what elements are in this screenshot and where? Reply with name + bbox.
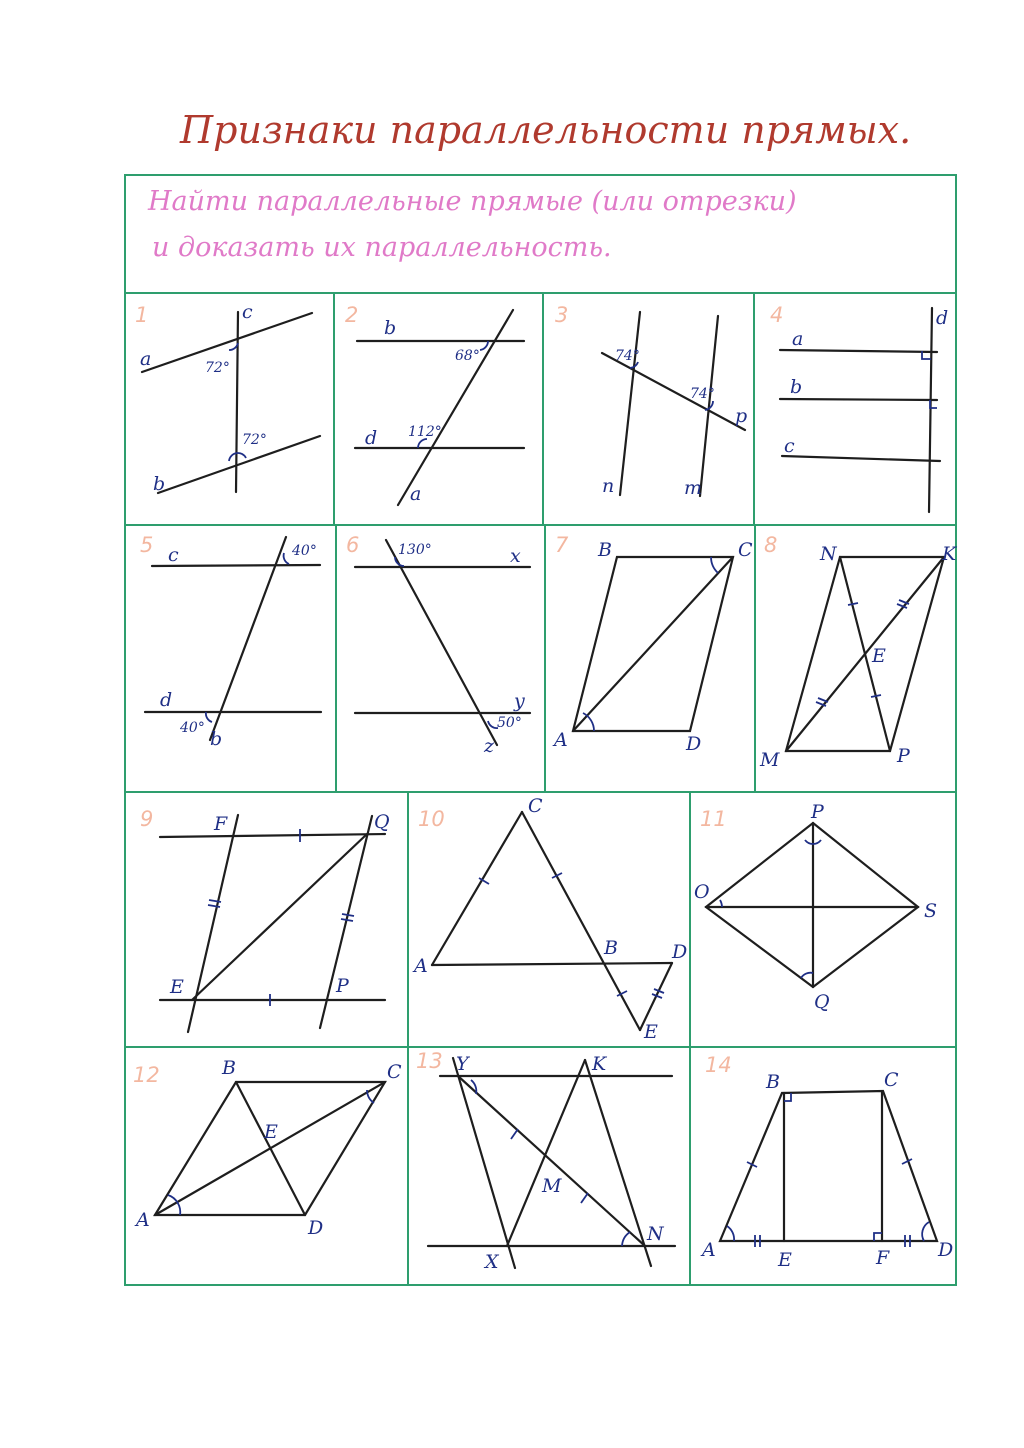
label-D: D xyxy=(686,733,702,755)
figure-5 xyxy=(140,533,321,750)
label-c: c xyxy=(242,301,253,323)
transversal xyxy=(386,540,497,745)
label-D: D xyxy=(308,1217,324,1239)
label-B: B xyxy=(598,539,612,561)
label-P: P xyxy=(336,975,349,997)
label-P: P xyxy=(811,801,824,823)
figure-number: 9 xyxy=(140,807,154,831)
label-b: b xyxy=(790,376,803,398)
label-m: m xyxy=(684,477,703,499)
label-d: d xyxy=(936,307,949,329)
trapezoid-ABCD xyxy=(720,1091,937,1241)
angle-arc xyxy=(284,553,289,564)
label-n: n xyxy=(602,475,615,497)
angle-value: 74° xyxy=(690,386,715,402)
label-M: M xyxy=(760,749,780,771)
segment-YX xyxy=(453,1058,515,1268)
angle-value: 72° xyxy=(205,360,230,376)
figure-13 xyxy=(416,1049,675,1273)
angle-arc xyxy=(622,1232,630,1246)
instruction xyxy=(147,186,797,263)
figure-number: 2 xyxy=(345,303,359,327)
angle-value: 50° xyxy=(497,715,522,731)
diagonal-AC xyxy=(573,557,733,731)
label-a: a xyxy=(140,348,152,370)
label-B: B xyxy=(222,1057,236,1079)
figure-4 xyxy=(770,303,948,512)
label-E: E xyxy=(264,1121,278,1143)
label-A: A xyxy=(136,1209,150,1231)
angle-value: 40° xyxy=(180,720,205,736)
figure-6 xyxy=(346,533,530,757)
segment-XK xyxy=(507,1060,585,1246)
label-E: E xyxy=(170,976,184,998)
label-a: a xyxy=(410,483,422,505)
angle-arc xyxy=(801,973,813,978)
line-FQ xyxy=(160,834,385,837)
figure-number: 11 xyxy=(700,807,727,831)
segment-AD xyxy=(432,963,672,965)
transversal xyxy=(210,537,286,740)
label-A: A xyxy=(414,955,428,977)
figure-number: 1 xyxy=(135,303,149,327)
grid-lines xyxy=(125,175,956,1285)
line-p xyxy=(602,353,748,430)
angle-arc xyxy=(480,341,488,350)
line-b xyxy=(780,399,937,400)
figure-number: 4 xyxy=(770,303,784,327)
page-title: Признаки параллельности прямых. xyxy=(180,108,912,152)
figure-8 xyxy=(759,533,958,771)
label-p: p xyxy=(735,405,748,427)
line-b xyxy=(158,436,320,493)
diagonal-BD xyxy=(236,1082,305,1215)
label-C: C xyxy=(528,795,543,817)
label-b: b xyxy=(153,473,166,495)
figure-number: 10 xyxy=(418,807,445,831)
angle-value: 130° xyxy=(398,542,432,558)
tick-mark xyxy=(871,695,881,697)
angle-arc xyxy=(922,1222,929,1241)
label-b: b xyxy=(384,317,397,339)
figure-10 xyxy=(412,795,687,1043)
label-c: c xyxy=(784,435,795,457)
label-c: c xyxy=(168,544,179,566)
label-x: x xyxy=(510,545,521,567)
label-M: M xyxy=(542,1175,562,1197)
diagonal-MK xyxy=(786,557,944,751)
segment-AC xyxy=(432,812,522,965)
label-Q: Q xyxy=(374,811,390,833)
angle-arc xyxy=(471,1080,476,1094)
figure-number: 13 xyxy=(416,1049,443,1073)
label-A: A xyxy=(702,1239,716,1261)
figure-7 xyxy=(552,533,753,755)
tick-mark xyxy=(581,1193,588,1203)
tick-mark xyxy=(342,914,354,916)
tick-mark xyxy=(341,919,353,921)
label-K: K xyxy=(942,543,957,565)
label-F: F xyxy=(214,813,228,835)
figure-number: 12 xyxy=(133,1063,160,1087)
label-N: N xyxy=(820,543,837,565)
line-n xyxy=(620,312,640,495)
label-E: E xyxy=(872,645,886,667)
right-angle-mark xyxy=(874,1233,882,1241)
line-a xyxy=(398,310,513,505)
segment-CE xyxy=(522,812,640,1030)
figure-number: 8 xyxy=(764,533,778,557)
figure-1 xyxy=(135,301,320,495)
label-E: E xyxy=(778,1249,792,1271)
angle-value: 68° xyxy=(455,348,480,364)
figure-number: 6 xyxy=(346,533,360,557)
instruction-line-2: и доказать их параллельность. xyxy=(152,232,612,263)
label-C: C xyxy=(738,539,753,561)
angle-value: 112° xyxy=(408,424,442,440)
figure-number: 7 xyxy=(555,533,569,557)
label-C: C xyxy=(884,1069,899,1091)
angle-value: 72° xyxy=(242,432,267,448)
angle-value: 74° xyxy=(615,348,640,364)
label-Y: Y xyxy=(456,1053,469,1075)
line-a xyxy=(780,350,937,352)
label-z: z xyxy=(484,735,495,757)
label-S: S xyxy=(924,900,938,922)
label-D: D xyxy=(938,1239,954,1261)
figure-number: 14 xyxy=(705,1053,732,1077)
label-N: N xyxy=(647,1223,664,1245)
label-B: B xyxy=(766,1071,780,1093)
figure-3 xyxy=(555,303,747,499)
figure-number: 5 xyxy=(140,533,154,557)
label-a: a xyxy=(792,328,804,350)
label-B: B xyxy=(604,937,618,959)
label-b: b xyxy=(210,728,223,750)
label-C: C xyxy=(387,1061,402,1083)
figure-2 xyxy=(345,303,524,505)
line-d xyxy=(929,308,932,512)
angle-arc xyxy=(711,557,718,573)
label-K: K xyxy=(592,1053,607,1075)
tick-mark xyxy=(848,603,858,605)
label-F: F xyxy=(876,1247,890,1269)
angle-value: 40° xyxy=(292,543,317,559)
line-c xyxy=(782,456,940,461)
label-y: y xyxy=(514,690,525,712)
segment-KN xyxy=(585,1060,651,1266)
figure-12 xyxy=(133,1057,402,1239)
label-X: X xyxy=(485,1251,499,1273)
label-A: A xyxy=(554,729,568,751)
label-E: E xyxy=(644,1021,658,1043)
angle-arc xyxy=(206,712,212,722)
angle-arc xyxy=(727,1226,734,1241)
label-d: d xyxy=(160,689,173,711)
figure-number: 3 xyxy=(555,303,569,327)
tick-mark xyxy=(511,1129,518,1139)
label-d: d xyxy=(365,427,378,449)
label-P: P xyxy=(897,745,910,767)
figure-14 xyxy=(700,1053,953,1271)
angle-arc xyxy=(418,439,427,448)
label-Q: Q xyxy=(814,991,830,1013)
figure-11 xyxy=(694,801,937,1013)
instruction-line-1: Найти параллельные прямые (или отрезки) xyxy=(148,186,797,217)
label-O: O xyxy=(694,881,710,903)
label-D: D xyxy=(672,941,688,963)
figure-9 xyxy=(140,807,390,1032)
